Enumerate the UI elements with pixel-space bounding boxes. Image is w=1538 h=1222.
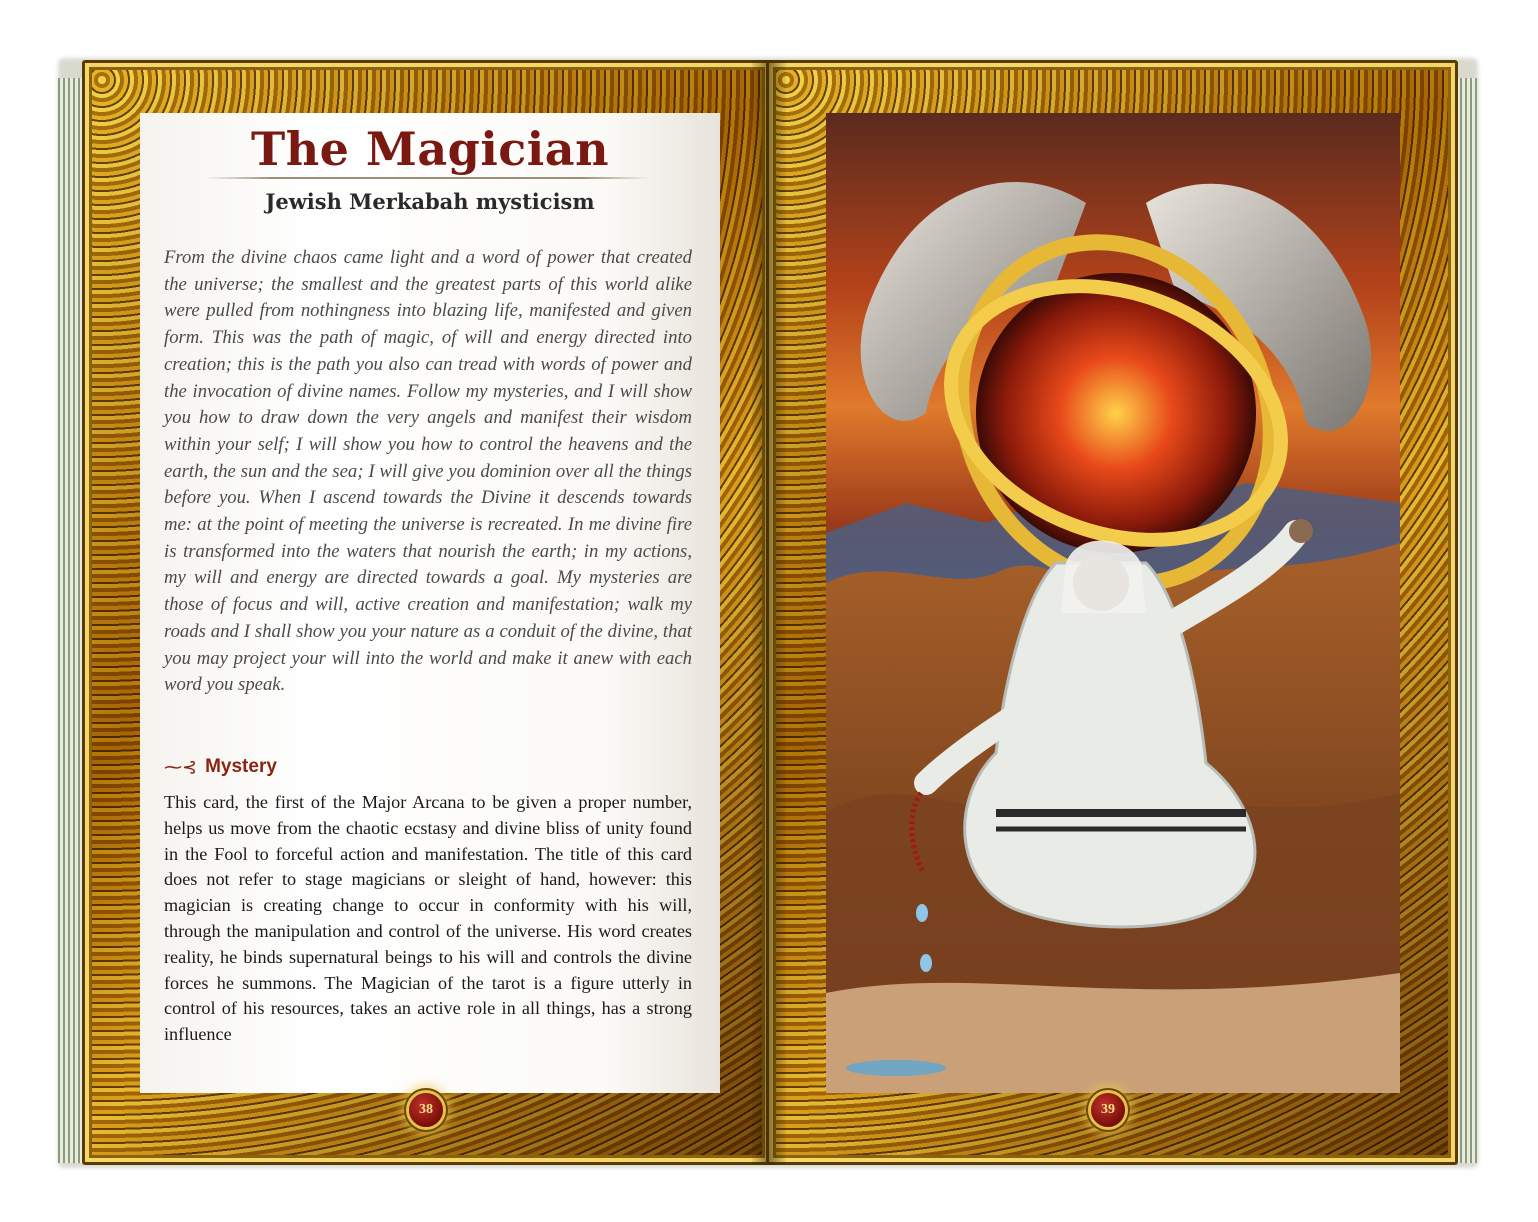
illustration-svg: [826, 113, 1400, 1093]
title-divider: [205, 177, 650, 179]
magician-illustration: [826, 113, 1400, 1093]
raised-hand: [1289, 519, 1313, 543]
book-spine: [752, 60, 786, 1165]
page-subtitle: Jewish Merkabah mysticism: [265, 189, 595, 214]
water-splash: [846, 1060, 946, 1076]
page-number-left: 38: [409, 1093, 443, 1127]
fire-orb-shape: [976, 273, 1256, 553]
section-heading-label: Mystery: [205, 756, 277, 777]
page-number-right: 39: [1091, 1093, 1125, 1127]
page-title: The Magician: [250, 122, 610, 176]
water-drop-2: [920, 954, 932, 972]
body-paragraph: This card, the first of the Major Arcana to be given a proper number, helps us move from the chaotic ecstasy and divine bliss of unity found in the Fool to forceful action and manifestation. The title of this card does not refer to stage magicians or sleight of hand, however: this magician is creating change to occur in conformity with his will, through the manipulation and control of the universe. His word creates reality, he binds supernatural beings to his will and controls the divine forces he summons. The Magician of the tarot is a figure utterly in control of his resources, takes an active role in all things, has a strong influence: [164, 792, 692, 1045]
water-drop-1: [916, 904, 928, 922]
section-heading-mystery: [164, 756, 277, 778]
flourish-icon: ⁓⊰: [164, 756, 198, 777]
intro-paragraph: From the divine chaos came light and a word of power that created the universe; the smallest and the greatest parts of this world alike were pulled from nothingness into blazing life, manifested and given form. This was the path of magic, of will and energy directed into creation; this is the path you also can tread with words of power and the invocation of divine names. Follow my mysteries, and I will show you how to draw down the very angels and manifest their wisdom within your self; I will show you how to control the heavens and the earth, the sun and the sea; I will give you dominion over all the things before you. When I ascend towards the Divine it descends towards me: at the point of meeting the universe is recreated. In me divine fire is transformed into the waters that nourish the earth; in my actions, my will and energy are directed towards a goal. My mysteries are those of focus and will, active creation and manifestation; walk my roads and I shall show you your nature as a conduit of the divine, that you may project your will into the world and make it anew with each word you speak.: [164, 247, 692, 696]
